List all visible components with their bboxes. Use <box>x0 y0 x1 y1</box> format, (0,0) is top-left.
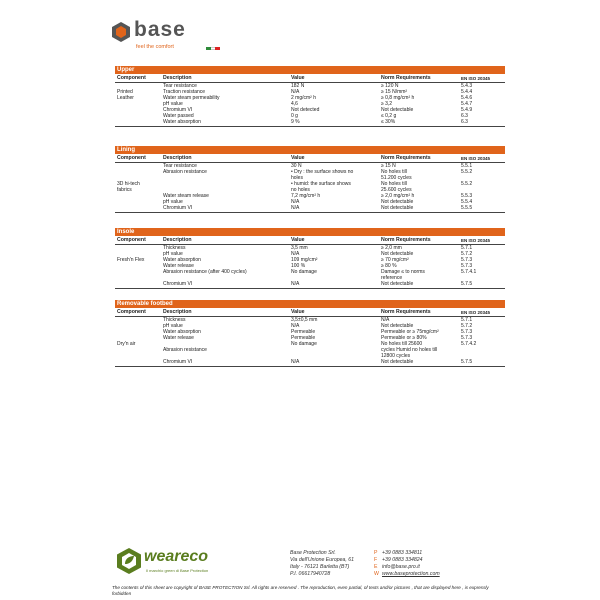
row-iso: 6.3 <box>461 119 468 125</box>
row-value: N/A <box>291 281 300 287</box>
weareco-logo <box>112 546 222 580</box>
row-value: N/A <box>291 205 300 211</box>
row-value: 2 mg/cm² h <box>291 95 317 101</box>
section-divider <box>115 288 505 289</box>
contact-phone: P +39 0883 334811 <box>374 550 423 556</box>
column-header-norm: Norm Requirements <box>381 75 431 81</box>
section-lining <box>115 146 505 213</box>
row-value: N/A <box>291 359 300 365</box>
row-value: 0 g <box>291 113 298 119</box>
row-norm: ≥ 2,0 mg/cm² h <box>381 193 415 199</box>
row-iso: 5.7.1 <box>461 317 473 323</box>
column-header-description: Description <box>163 75 192 81</box>
column-header-value: Value <box>291 309 305 315</box>
row-value: Permeable <box>291 335 316 341</box>
column-header-row <box>115 236 505 245</box>
row-description: Abrasion resistance (after 400 cycles) <box>163 269 247 275</box>
column-header-row <box>115 154 505 163</box>
row-norm: cycles Humid no holes till <box>381 347 438 353</box>
copyright-notice: The contents of this sheet are copyright of BASE PROTECTION Srl. All rights are reserved . The reproduction, even partial, of texts and/or pictures , that are displayed here , is expressly forbidden <box>112 585 489 596</box>
row-description: Water steam release <box>163 193 209 199</box>
address-line: Italy - 76121 Barletta (BT) <box>290 564 350 570</box>
row-value: 4,6 <box>291 101 298 107</box>
row-value: holes <box>291 175 303 181</box>
column-header-iso: EN ISO 20345 <box>461 237 491 243</box>
row-norm: ≥ 3,2 <box>381 101 393 107</box>
column-header-description: Description <box>163 309 192 315</box>
row-description: pH value <box>163 101 183 107</box>
row-value: • humid: the surface shows <box>291 181 351 187</box>
section-rows <box>115 83 505 127</box>
column-header-description: Description <box>163 155 192 161</box>
row-norm: ≥ 15 N <box>381 163 396 169</box>
row-norm: ≥ 15 N/mm² <box>381 89 408 95</box>
row-description: Chromium VI <box>163 281 193 287</box>
row-iso: 5.7.3 <box>461 335 473 341</box>
row-norm: ≥ 80 % <box>381 263 397 269</box>
column-header-row <box>115 74 505 83</box>
row-iso: 5.7.1 <box>461 245 473 251</box>
row-norm: Not detectable <box>381 323 414 329</box>
column-header-component: Component <box>117 155 146 161</box>
column-header-iso: EN ISO 20345 <box>461 309 491 315</box>
row-norm: 25.600 cycles <box>381 187 412 193</box>
row-iso: 5.5.1 <box>461 163 473 169</box>
row-value: no holes <box>291 187 310 193</box>
weareco-name: weareco <box>144 548 209 565</box>
base-logo <box>112 20 232 56</box>
row-value: 109 mg/cm² <box>291 257 318 263</box>
company-address <box>290 550 354 578</box>
row-norm: Permeable or ≥ 75mg/cm² <box>381 329 439 335</box>
row-iso: 5.7.3 <box>461 329 473 335</box>
row-description: pH value <box>163 251 183 257</box>
row-value: • Dry : the surface shows no <box>291 169 354 175</box>
component-name: Fresh'n Flex <box>117 257 145 263</box>
row-iso: 5.7.4.2 <box>461 341 477 347</box>
section-insole <box>115 228 505 289</box>
section-divider <box>115 212 505 213</box>
weareco-tagline: Il marchio green di Base Protection <box>146 568 209 573</box>
row-norm: ≤ 30% <box>381 119 396 125</box>
italian-flag-icon <box>206 47 220 50</box>
row-norm: ≥ 70 mg/cm² <box>381 257 409 263</box>
row-iso: 5.7.5 <box>461 359 473 365</box>
column-header-value: Value <box>291 155 305 161</box>
row-norm: Not detectable <box>381 359 414 365</box>
component-name: Printed <box>117 89 133 95</box>
row-value: Permeable <box>291 329 316 335</box>
address-line: Via dell'Unione Europea, 61 <box>290 557 355 563</box>
row-iso: 5.7.2 <box>461 251 473 257</box>
contact-fax: F +39 0883 334824 <box>374 557 423 563</box>
section-footbed <box>115 300 505 367</box>
column-header-row <box>115 308 505 317</box>
row-value: 3,5±0,5 mm <box>291 317 318 323</box>
row-description: Abrasion resistance <box>163 347 207 353</box>
row-description: Water passed <box>163 113 194 119</box>
row-description: Water absorption <box>163 119 201 125</box>
row-norm: ≥ 120 N <box>381 83 399 89</box>
row-norm: N/A <box>381 317 390 323</box>
column-header-iso: EN ISO 20345 <box>461 155 491 161</box>
row-description: Chromium VI <box>163 359 193 365</box>
row-value: 100 % <box>291 263 306 269</box>
row-iso: 5.5.4 <box>461 199 473 205</box>
section-rows <box>115 317 505 367</box>
row-norm: ≥ 0,8 mg/cm² h <box>381 95 415 101</box>
row-description: Thickness <box>163 317 186 323</box>
section-upper <box>115 66 505 127</box>
row-description: Abrasion resistance <box>163 169 207 175</box>
row-description: Chromium VI <box>163 205 193 211</box>
column-header-value: Value <box>291 237 305 243</box>
row-iso: 5.4.3 <box>461 83 473 89</box>
row-description: Tear resistance <box>163 83 197 89</box>
address-line: P.I. 06617940728 <box>290 571 331 577</box>
column-header-norm: Norm Requirements <box>381 309 431 315</box>
section-title: Lining <box>115 146 505 154</box>
row-value: Not detected <box>291 107 320 113</box>
brand-tagline: feel the comfort <box>136 44 174 50</box>
row-iso: 5.7.3 <box>461 263 473 269</box>
row-iso: 5.4.9 <box>461 107 473 113</box>
row-value: 9 % <box>291 119 300 125</box>
column-header-component: Component <box>117 75 146 81</box>
column-header-norm: Norm Requirements <box>381 155 431 161</box>
row-norm: Not detectable <box>381 251 414 257</box>
section-rows <box>115 245 505 289</box>
section-title: Removable footbed <box>115 300 505 308</box>
column-header-description: Description <box>163 237 192 243</box>
section-rows <box>115 163 505 213</box>
row-norm: No holes till <box>381 181 407 187</box>
component-name: Leather <box>117 95 134 101</box>
row-value: 3,5 mm <box>291 245 308 251</box>
row-iso: 5.7.4.1 <box>461 269 477 275</box>
component-name: 3D hi-tech <box>117 181 140 187</box>
row-iso: 5.7.3 <box>461 257 473 263</box>
row-description: Water absorption <box>163 329 201 335</box>
row-norm: Permeable or ≥ 80% <box>381 335 427 341</box>
row-value: N/A <box>291 323 300 329</box>
row-norm: reference <box>381 275 403 281</box>
address-line: Base Protection Srl. <box>290 550 336 556</box>
row-norm: 51.200 cycles <box>381 175 412 181</box>
row-norm: Not detectable <box>381 199 414 205</box>
section-title: Insole <box>115 228 505 236</box>
column-header-component: Component <box>117 309 146 315</box>
row-value: 182 N <box>291 83 305 89</box>
row-description: Water release <box>163 335 194 341</box>
leaf-hexagon-icon <box>116 548 142 574</box>
row-description: pH value <box>163 199 183 205</box>
row-description: Water steam permeability <box>163 95 220 101</box>
row-description: Thickness <box>163 245 186 251</box>
hexagon-logo-icon <box>112 22 130 42</box>
row-norm: 12800 cycles <box>381 353 411 359</box>
row-iso: 5.4.6 <box>461 95 473 101</box>
contact-email[interactable]: E info@base.pro.it <box>374 564 420 570</box>
row-value: 7,2 mg/cm² h <box>291 193 321 199</box>
contact-website[interactable]: W www.baseprotection.com <box>374 571 440 577</box>
row-norm: Damage ≤ to norms <box>381 269 425 275</box>
row-description: Chromium VI <box>163 107 193 113</box>
row-description: Water absorption <box>163 257 201 263</box>
column-header-iso: EN ISO 20345 <box>461 75 491 81</box>
company-contacts <box>374 550 440 578</box>
row-value: No damage <box>291 269 317 275</box>
row-norm: ≥ 2,0 mm <box>381 245 402 251</box>
column-header-norm: Norm Requirements <box>381 237 431 243</box>
row-iso: 5.4.7 <box>461 101 473 107</box>
row-norm: Not detectable <box>381 281 414 287</box>
row-value: N/A <box>291 89 300 95</box>
row-value: 30 N <box>291 163 302 169</box>
row-description: Traction resistance <box>163 89 206 95</box>
row-value: N/A <box>291 199 300 205</box>
row-norm: Not detectable <box>381 107 414 113</box>
row-description: Tear resistance <box>163 163 197 169</box>
row-norm: No holes till <box>381 169 407 175</box>
row-iso: 5.7.2 <box>461 323 473 329</box>
row-iso: 5.7.5 <box>461 281 473 287</box>
row-norm: ≤ 0,2 g <box>381 113 397 119</box>
row-iso: 6.3 <box>461 113 468 119</box>
row-iso: 5.5.2 <box>461 169 473 175</box>
row-iso: 5.5.3 <box>461 193 473 199</box>
row-iso: 5.5.5 <box>461 205 473 211</box>
row-norm: Not detectable <box>381 205 414 211</box>
row-description: Water release <box>163 263 194 269</box>
component-name: fabrics <box>117 187 132 193</box>
row-value: No damage <box>291 341 317 347</box>
row-description: pH value <box>163 323 183 329</box>
section-divider <box>115 366 505 367</box>
section-divider <box>115 126 505 127</box>
row-value: N/A <box>291 251 300 257</box>
row-iso: 5.5.2 <box>461 181 473 187</box>
row-norm: No holes till 25600 <box>381 341 423 347</box>
section-title: Upper <box>115 66 505 74</box>
column-header-value: Value <box>291 75 305 81</box>
column-header-component: Component <box>117 237 146 243</box>
row-iso: 5.4.4 <box>461 89 473 95</box>
brand-name: base <box>134 18 186 41</box>
component-name: Dry'n air <box>117 341 136 347</box>
